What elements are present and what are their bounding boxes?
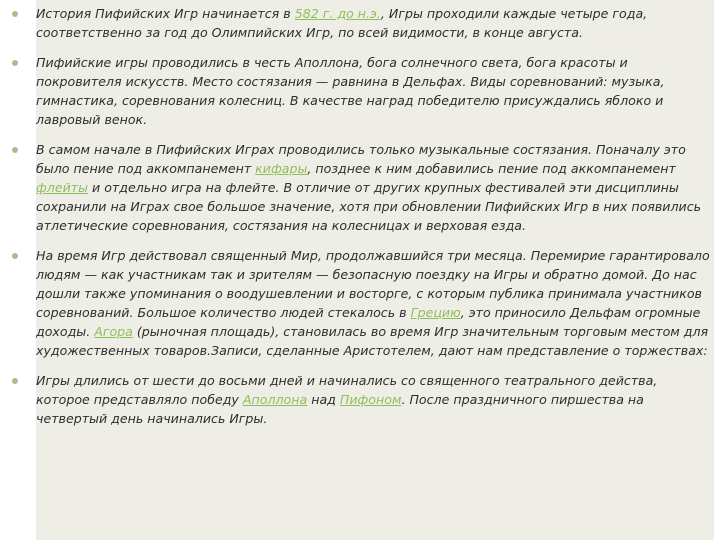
paragraph-text: . После праздничного пиршества на четвертый день начинались Игры. [36,392,644,426]
bullet-paragraph [36,246,714,360]
inline-link[interactable]: Агора [94,324,133,339]
inline-link[interactable]: Грецию [410,305,461,320]
bullet-item [36,140,714,235]
paragraph-text: , позднее к ним добавились пение под аккомпанемент [307,161,676,176]
bullet-item [36,53,714,129]
inline-link[interactable]: флейты [36,180,89,195]
bullet-paragraph [36,140,714,235]
inline-link[interactable]: Пифоном [339,392,402,407]
paragraph-text: (рыночная площадь), становилась во время Игр значительным торговым местом для художественных товаров.Записи, сделанные Аристотелем, дают нам представление о торжествах: [36,324,709,358]
paragraph-text: На время Игр действовал священный Мир, продолжавшийся три месяца. Перемирие гарантировало людям — как участникам так и зрителям — безопасную поездку на Игры и обратно домой. До нас дошли также упоминания о воодушевлении и восторге, с которым публика принимала участников соревнований. Большое количество людей стекалось в [36,248,710,320]
bullet-item [36,371,714,428]
inline-link[interactable]: кифары [255,161,308,176]
bullet-paragraph [36,4,714,42]
text-panel [36,0,714,540]
bullet-paragraph [36,371,714,428]
bullet-paragraph [36,53,714,129]
bullet-item [36,4,714,42]
paragraph-text: и отдельно игра на флейте. В отличие от других крупных фестивалей эти дисциплины сохранили на Играх свое большое значение, хотя при обновлении Пифийских Игр в них появились атлетические соревнования, состязания на колесницах и верховая езда. [36,180,702,233]
bullet-dot-icon [12,60,18,66]
bullet-dot-icon [12,147,18,153]
paragraph-text: , это приносило Дельфам огромные доходы. [36,305,701,339]
paragraph-text: Пифийские игры проводились в честь Аполлона, бога солнечного света, бога красоты и покровителя искусств. Место состязания — равнина в Дельфах. Виды соревнований: музыка, гимнастика, соревнования колесниц. В качестве наград победителю присуждались яблоко и лавровый венок. [36,55,665,127]
paragraph-text: над [307,392,340,407]
paragraph-text: Игры длились от шести до восьми дней и начинались со священного театрального действа, которое представляло победу [36,373,658,407]
paragraph-text: В самом начале в Пифийских Играх проводились только музыкальные состязания. Поначалу это было пение под аккомпанемент [36,142,686,176]
paragraph-text: История Пифийских Игр начинается в [36,6,295,21]
inline-link[interactable]: Аполлона [242,392,308,407]
bullet-list [36,0,714,428]
bullet-item [36,246,714,360]
bullet-dot-icon [12,253,18,259]
paragraph-text: , Игры проходили каждые четыре года, соответственно за год до Олимпийских Игр, по всей видимости, в конце августа. [36,6,648,40]
bullet-dot-icon [12,11,18,17]
bullet-dot-icon [12,378,18,384]
inline-link[interactable]: 582 г. до н.э. [294,6,381,21]
